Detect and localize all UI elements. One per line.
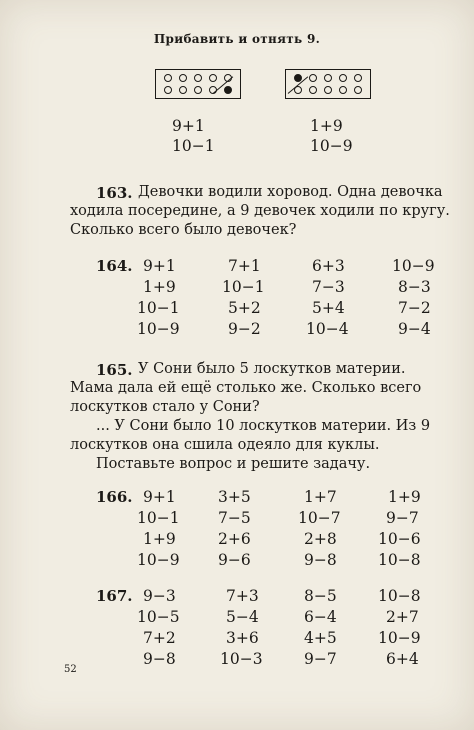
- exercise-expr: 1+9: [143, 530, 176, 548]
- exercise-expr: 2+7: [386, 608, 419, 626]
- problem-text-line: ходила посередине, а 9 девочек ходили по кругу.: [70, 203, 450, 219]
- dot: [309, 86, 317, 94]
- exercise-expr: 1+9: [143, 278, 176, 296]
- dot: [209, 74, 217, 82]
- exercise-expr: 10−4: [306, 320, 349, 338]
- problem-text-line: Мама дала ей ещё столько же. Сколько всего: [70, 380, 422, 396]
- exercise-expr: 6+3: [312, 257, 345, 275]
- exercise-number: 164.: [96, 257, 133, 275]
- problem-text-line: ... У Сони было 10 лоскутков материи. Из 9: [96, 418, 431, 434]
- exercise-expr: 10−5: [137, 608, 180, 626]
- exercise-expr: 8−3: [398, 278, 431, 296]
- exercise-expr: 7−3: [312, 278, 345, 296]
- dot: [179, 74, 187, 82]
- exercise-expr: 7+2: [143, 629, 176, 647]
- exercise-expr: 9−4: [398, 320, 431, 338]
- exercise-expr: 10−1: [137, 509, 180, 527]
- problem-text-line: Девочки водили хоровод. Одна девочка: [138, 184, 443, 200]
- problem-text-line: лоскутков стало у Сони?: [70, 399, 260, 415]
- dot: [339, 86, 347, 94]
- exercise-number: 167.: [96, 587, 133, 605]
- dot: [339, 74, 347, 82]
- dot: [179, 86, 187, 94]
- problem-text-line: лоскутков она сшила одеяло для куклы.: [70, 437, 380, 453]
- exercise-expr: 9+1: [143, 488, 176, 506]
- exercise-expr: 1+7: [304, 488, 337, 506]
- exercise-expr: 5+4: [312, 299, 345, 317]
- exercise-expr: 1+9: [388, 488, 421, 506]
- exercise-expr: 10−8: [378, 551, 421, 569]
- intro-expr: 10−9: [310, 137, 353, 155]
- exercise-expr: 8−5: [304, 587, 337, 605]
- intro-expr: 1+9: [310, 117, 343, 135]
- dot-filled: [224, 86, 232, 94]
- exercise-expr: 10−1: [222, 278, 265, 296]
- exercise-expr: 10−7: [298, 509, 341, 527]
- exercise-expr: 7−2: [398, 299, 431, 317]
- exercise-number: 166.: [96, 488, 133, 506]
- exercise-expr: 4+5: [304, 629, 337, 647]
- page-number: 52: [64, 664, 77, 675]
- exercise-expr: 10−6: [378, 530, 421, 548]
- exercise-expr: 10−9: [378, 629, 421, 647]
- dot: [164, 74, 172, 82]
- exercise-expr: 10−1: [137, 299, 180, 317]
- exercise-expr: 10−9: [392, 257, 435, 275]
- exercise-expr: 7+1: [228, 257, 261, 275]
- dot: [309, 74, 317, 82]
- exercise-expr: 6−4: [304, 608, 337, 626]
- exercise-expr: 9−3: [143, 587, 176, 605]
- exercise-expr: 10−9: [137, 551, 180, 569]
- dot: [194, 74, 202, 82]
- exercise-expr: 3+5: [218, 488, 251, 506]
- dot: [324, 86, 332, 94]
- problem-text-line: Сколько всего было девочек?: [70, 222, 297, 238]
- exercise-expr: 2+6: [218, 530, 251, 548]
- problem-text-line: У Сони было 5 лоскутков материи.: [138, 361, 406, 377]
- exercise-expr: 9−2: [228, 320, 261, 338]
- dot: [354, 74, 362, 82]
- exercise-expr: 5+2: [228, 299, 261, 317]
- exercise-expr: 5−4: [226, 608, 259, 626]
- dot: [194, 86, 202, 94]
- exercise-expr: 6+4: [386, 650, 419, 668]
- problem-number: 163.: [96, 184, 133, 202]
- dot: [324, 74, 332, 82]
- dot-card-left: [155, 69, 241, 99]
- exercise-expr: 9−8: [304, 551, 337, 569]
- exercise-expr: 9−7: [386, 509, 419, 527]
- dot: [354, 86, 362, 94]
- exercise-expr: 9−8: [143, 650, 176, 668]
- exercise-expr: 7−5: [218, 509, 251, 527]
- exercise-expr: 3+6: [226, 629, 259, 647]
- exercise-expr: 7+3: [226, 587, 259, 605]
- exercise-expr: 9−7: [304, 650, 337, 668]
- exercise-expr: 9+1: [143, 257, 176, 275]
- dot: [164, 86, 172, 94]
- intro-expr: 10−1: [172, 137, 215, 155]
- exercise-expr: 10−8: [378, 587, 421, 605]
- problem-text-line: Поставьте вопрос и решите задачу.: [96, 456, 371, 472]
- exercise-expr: 2+8: [304, 530, 337, 548]
- page-title: Прибавить и отнять 9.: [153, 32, 321, 46]
- problem-number: 165.: [96, 361, 133, 379]
- exercise-expr: 9−6: [218, 551, 251, 569]
- exercise-expr: 10−9: [137, 320, 180, 338]
- exercise-expr: 10−3: [220, 650, 263, 668]
- intro-expr: 9+1: [172, 117, 205, 135]
